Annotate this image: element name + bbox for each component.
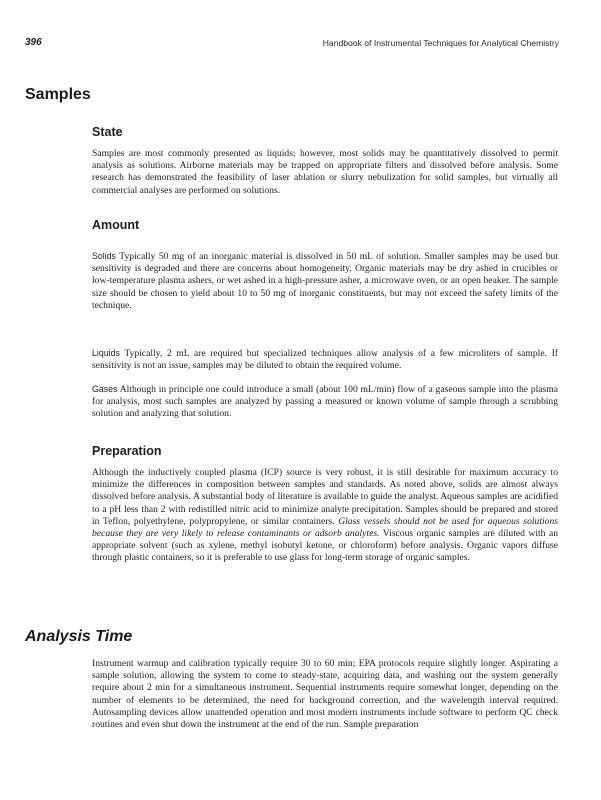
subsection-heading-amount: Amount (92, 218, 140, 232)
preparation-text-italic: Glass vessels should not be used for aqueous solutions because they are very likely to release contaminants or adsorb analytes. (92, 515, 558, 540)
solids-paragraph (92, 250, 558, 312)
subsection-heading-state: State (92, 125, 123, 139)
analysis-time-paragraph: Instrument warmup and calibration typically require 30 to 60 min; EPA protocols require slightly longer. Aspirating a sample solution, allowing the system to come to steady-state, acquiring data, and washing out the system generally require about 2 min for a simultaneous instrument. Sequential instruments require somewhat longer, depending on the number of elements to be determined, the need for background correction, and the wavelength interval required. Autosampling devices allow unattended operation and most modern instruments include software to perform QC check routines and even shut down the instrument at the end of the run. Sample preparation (92, 658, 558, 731)
gases-label: Gases (92, 384, 118, 394)
preparation-text-before: Although the inductively coupled plasma (ICP) source is very robust, it is still desirable for maximum accuracy to minimize the differences in composition between samples and standards. As noted above, solids are almost always dissolved before analysis. A substantial body of literature is available to guide the analyst. Aqueous samples are acidified to a pH less than 2 with redistilled nitric acid to minimize analyte precipitation. Samples should be prepared and stored in Teflon, polyethylene, polypropylene, or similar containers. (92, 467, 558, 527)
gases-text: Although in principle one could introduce a small (about 100 mL/min) flow of a gaseous sample into the plasma for analysis, most such samples are analyzed by passing a measured or known volume of sample through a scrubbing solution and analyzing that solution. (92, 384, 558, 420)
solids-text: Typically 50 mg of an inorganic material is dissolved in 50 mL of solution. Smaller samples may be used but sensitivity is degraded and there are concerns about homogeneity. Organic materials may be dry ashed in crucibles or low-temperature plasma ashers, or wet ashed in a high-pressure asher, a microwave oven, or an open beaker. The sample size should be chosen to yield about 10 to 50 mg of inorganic constituents, but may not exceed the safety limits of the technique. (92, 251, 558, 311)
preparation-text-after: Viscous organic samples are diluted with an appropriate solvent (such as xylene, methyl isobutyl ketone, or chloroform) before analysis. Organic vapors diffuse through plastic containers, so it is preferable to use glass for long-term storage of organic samples. (92, 528, 558, 564)
page-number: 396 (25, 37, 42, 48)
section-title-samples: Samples (25, 86, 91, 103)
liquids-paragraph (92, 347, 558, 372)
state-paragraph: Samples are most commonly presented as liquids; however, most solids may be quantitatively dissolved to permit analysis as solutions. Airborne materials may be trapped on appropriate filters and dissolved before analysis. Some research has demonstrated the feasibility of laser ablation or slurry nebulization for solid samples, but virtually all commercial analyses are performed on solutions. (92, 148, 558, 196)
subsection-heading-preparation: Preparation (92, 444, 162, 458)
liquids-label: Liquids (92, 348, 120, 358)
gases-paragraph (92, 383, 558, 421)
preparation-paragraph (92, 467, 558, 565)
running-title: Handbook of Instrumental Techniques for Analytical Chemistry (322, 38, 559, 48)
solids-label: Solids (92, 251, 116, 261)
section-title-analysis-time: Analysis Time (25, 628, 133, 645)
liquids-text: Typically, 2 mL are required but specialized techniques allow analysis of a few microliters of sample. If sensitivity is not an issue, samples may be diluted to obtain the required volume. (92, 348, 558, 372)
